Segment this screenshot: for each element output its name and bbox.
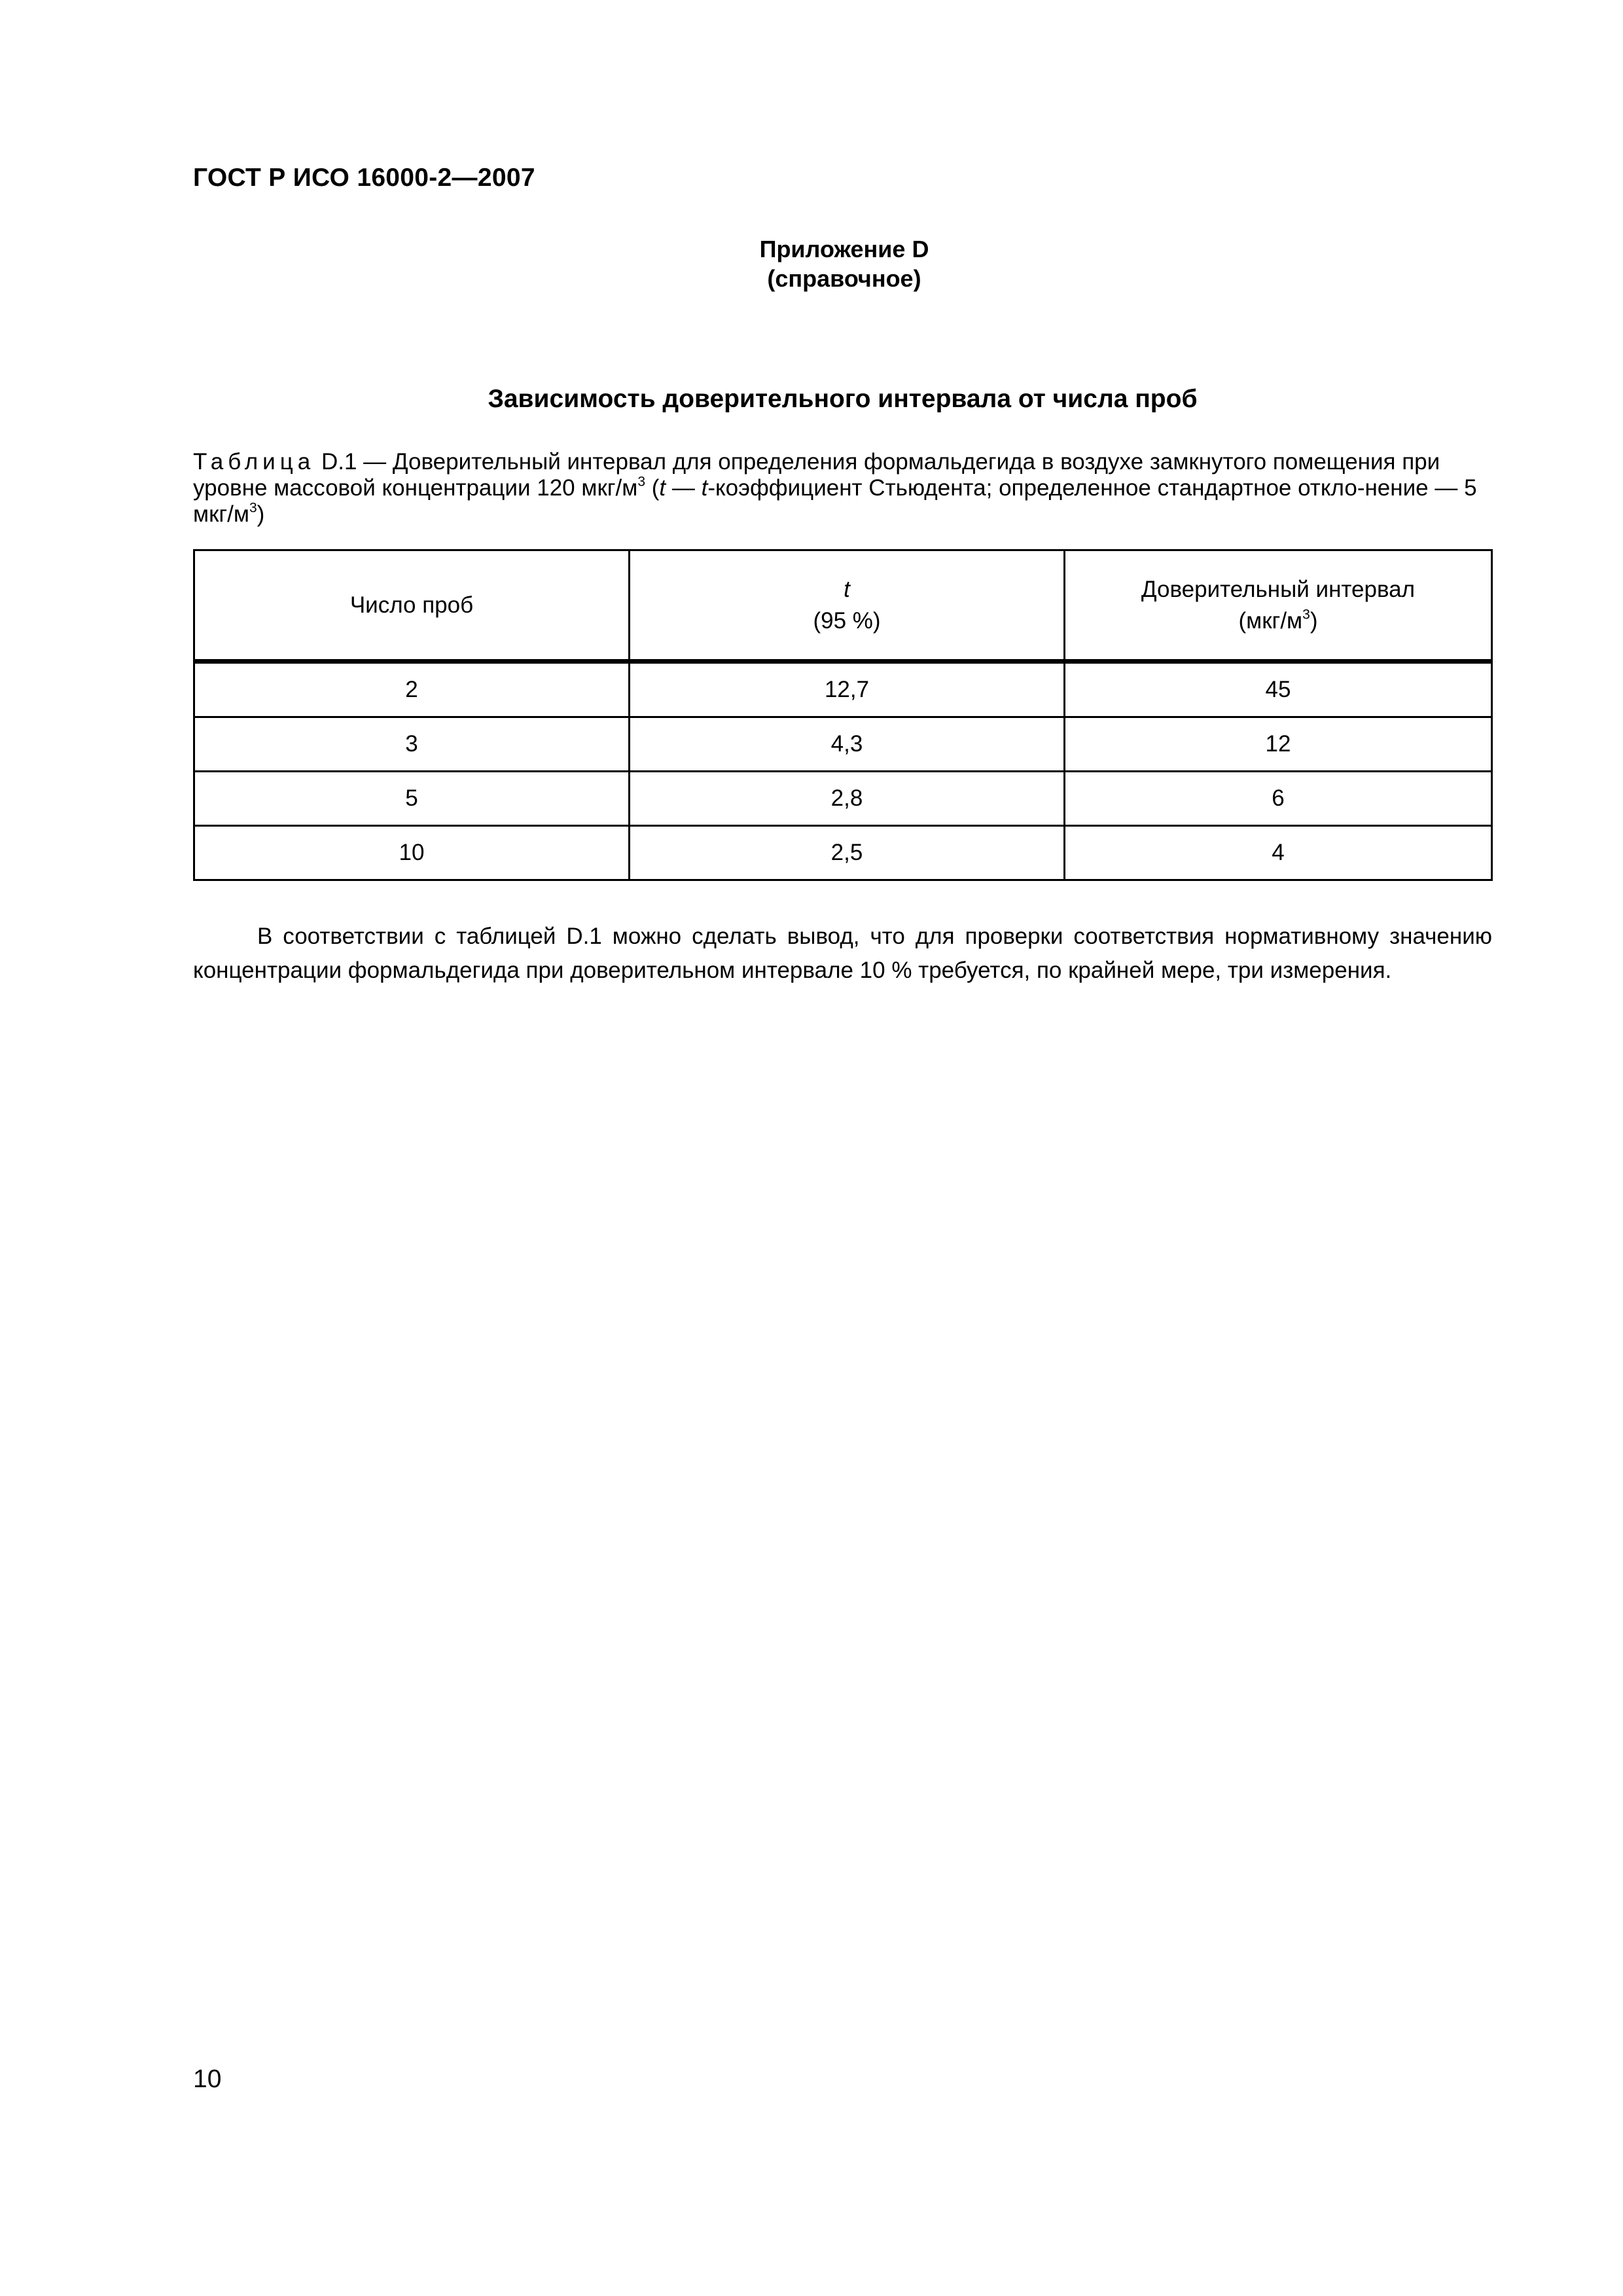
superscript: 3 xyxy=(637,474,645,490)
table-row xyxy=(194,662,1492,717)
header-interval-unit: ) xyxy=(1310,607,1318,634)
cell-t: 2,5 xyxy=(630,826,1065,880)
annex-heading xyxy=(0,234,1623,293)
header-t-symbol: t xyxy=(844,576,850,602)
table-caption-label: Таблица xyxy=(193,449,315,475)
table-caption-text: — Доверительный интервал для определения формальдегида в воздухе замкнутого помещения при уровне массовой концентрации 120 мкг/м xyxy=(193,449,1440,501)
superscript: 3 xyxy=(1302,606,1310,622)
annex-title: Приложение D xyxy=(759,236,929,262)
table-row xyxy=(194,772,1492,826)
section-title: Зависимость доверительного интервала от числа проб xyxy=(488,385,1198,413)
table-caption-text: ) xyxy=(257,501,265,527)
conclusion-paragraph xyxy=(193,920,1492,988)
t-symbol: t xyxy=(659,475,666,501)
confidence-interval-table xyxy=(193,549,1493,881)
conclusion-text: В соответствии с таблицей D.1 можно сделать вывод, что для проверки соответствия нормативному значению концентрации формальдегида при доверительном интервале 10 % требуется, по крайней мере, три измерения. xyxy=(193,924,1492,983)
cell-t: 12,7 xyxy=(630,662,1065,717)
table-header-row xyxy=(194,550,1492,662)
cell-samples: 5 xyxy=(194,772,630,826)
table-row xyxy=(194,826,1492,880)
cell-interval: 4 xyxy=(1065,826,1492,880)
table-caption xyxy=(193,449,1492,528)
table-caption-text: — xyxy=(666,475,702,501)
header-interval xyxy=(1065,550,1492,662)
superscript: 3 xyxy=(249,500,257,516)
header-t-level: (95 %) xyxy=(813,607,881,634)
annex-status: (справочное) xyxy=(767,265,921,292)
cell-samples: 10 xyxy=(194,826,630,880)
header-samples: Число проб xyxy=(194,550,630,662)
header-t xyxy=(630,550,1065,662)
table-caption-number: D.1 xyxy=(321,449,357,475)
cell-samples: 2 xyxy=(194,662,630,717)
cell-interval: 12 xyxy=(1065,717,1492,772)
cell-interval: 45 xyxy=(1065,662,1492,717)
cell-t: 4,3 xyxy=(630,717,1065,772)
header-interval-unit: (мкг/м xyxy=(1238,607,1303,634)
document-code: ГОСТ Р ИСО 16000-2—2007 xyxy=(193,164,535,192)
cell-samples: 3 xyxy=(194,717,630,772)
t-symbol: t xyxy=(701,475,708,501)
page-number: 10 xyxy=(193,2065,222,2093)
cell-t: 2,8 xyxy=(630,772,1065,826)
table-row xyxy=(194,717,1492,772)
cell-interval: 6 xyxy=(1065,772,1492,826)
table-caption-text: -коэффициент Стьюдента; определенное стандартное откло-нение — 5 мкг/м xyxy=(193,475,1477,527)
table-caption-text: ( xyxy=(645,475,660,501)
header-interval-title: Доверительный интервал xyxy=(1141,576,1416,602)
